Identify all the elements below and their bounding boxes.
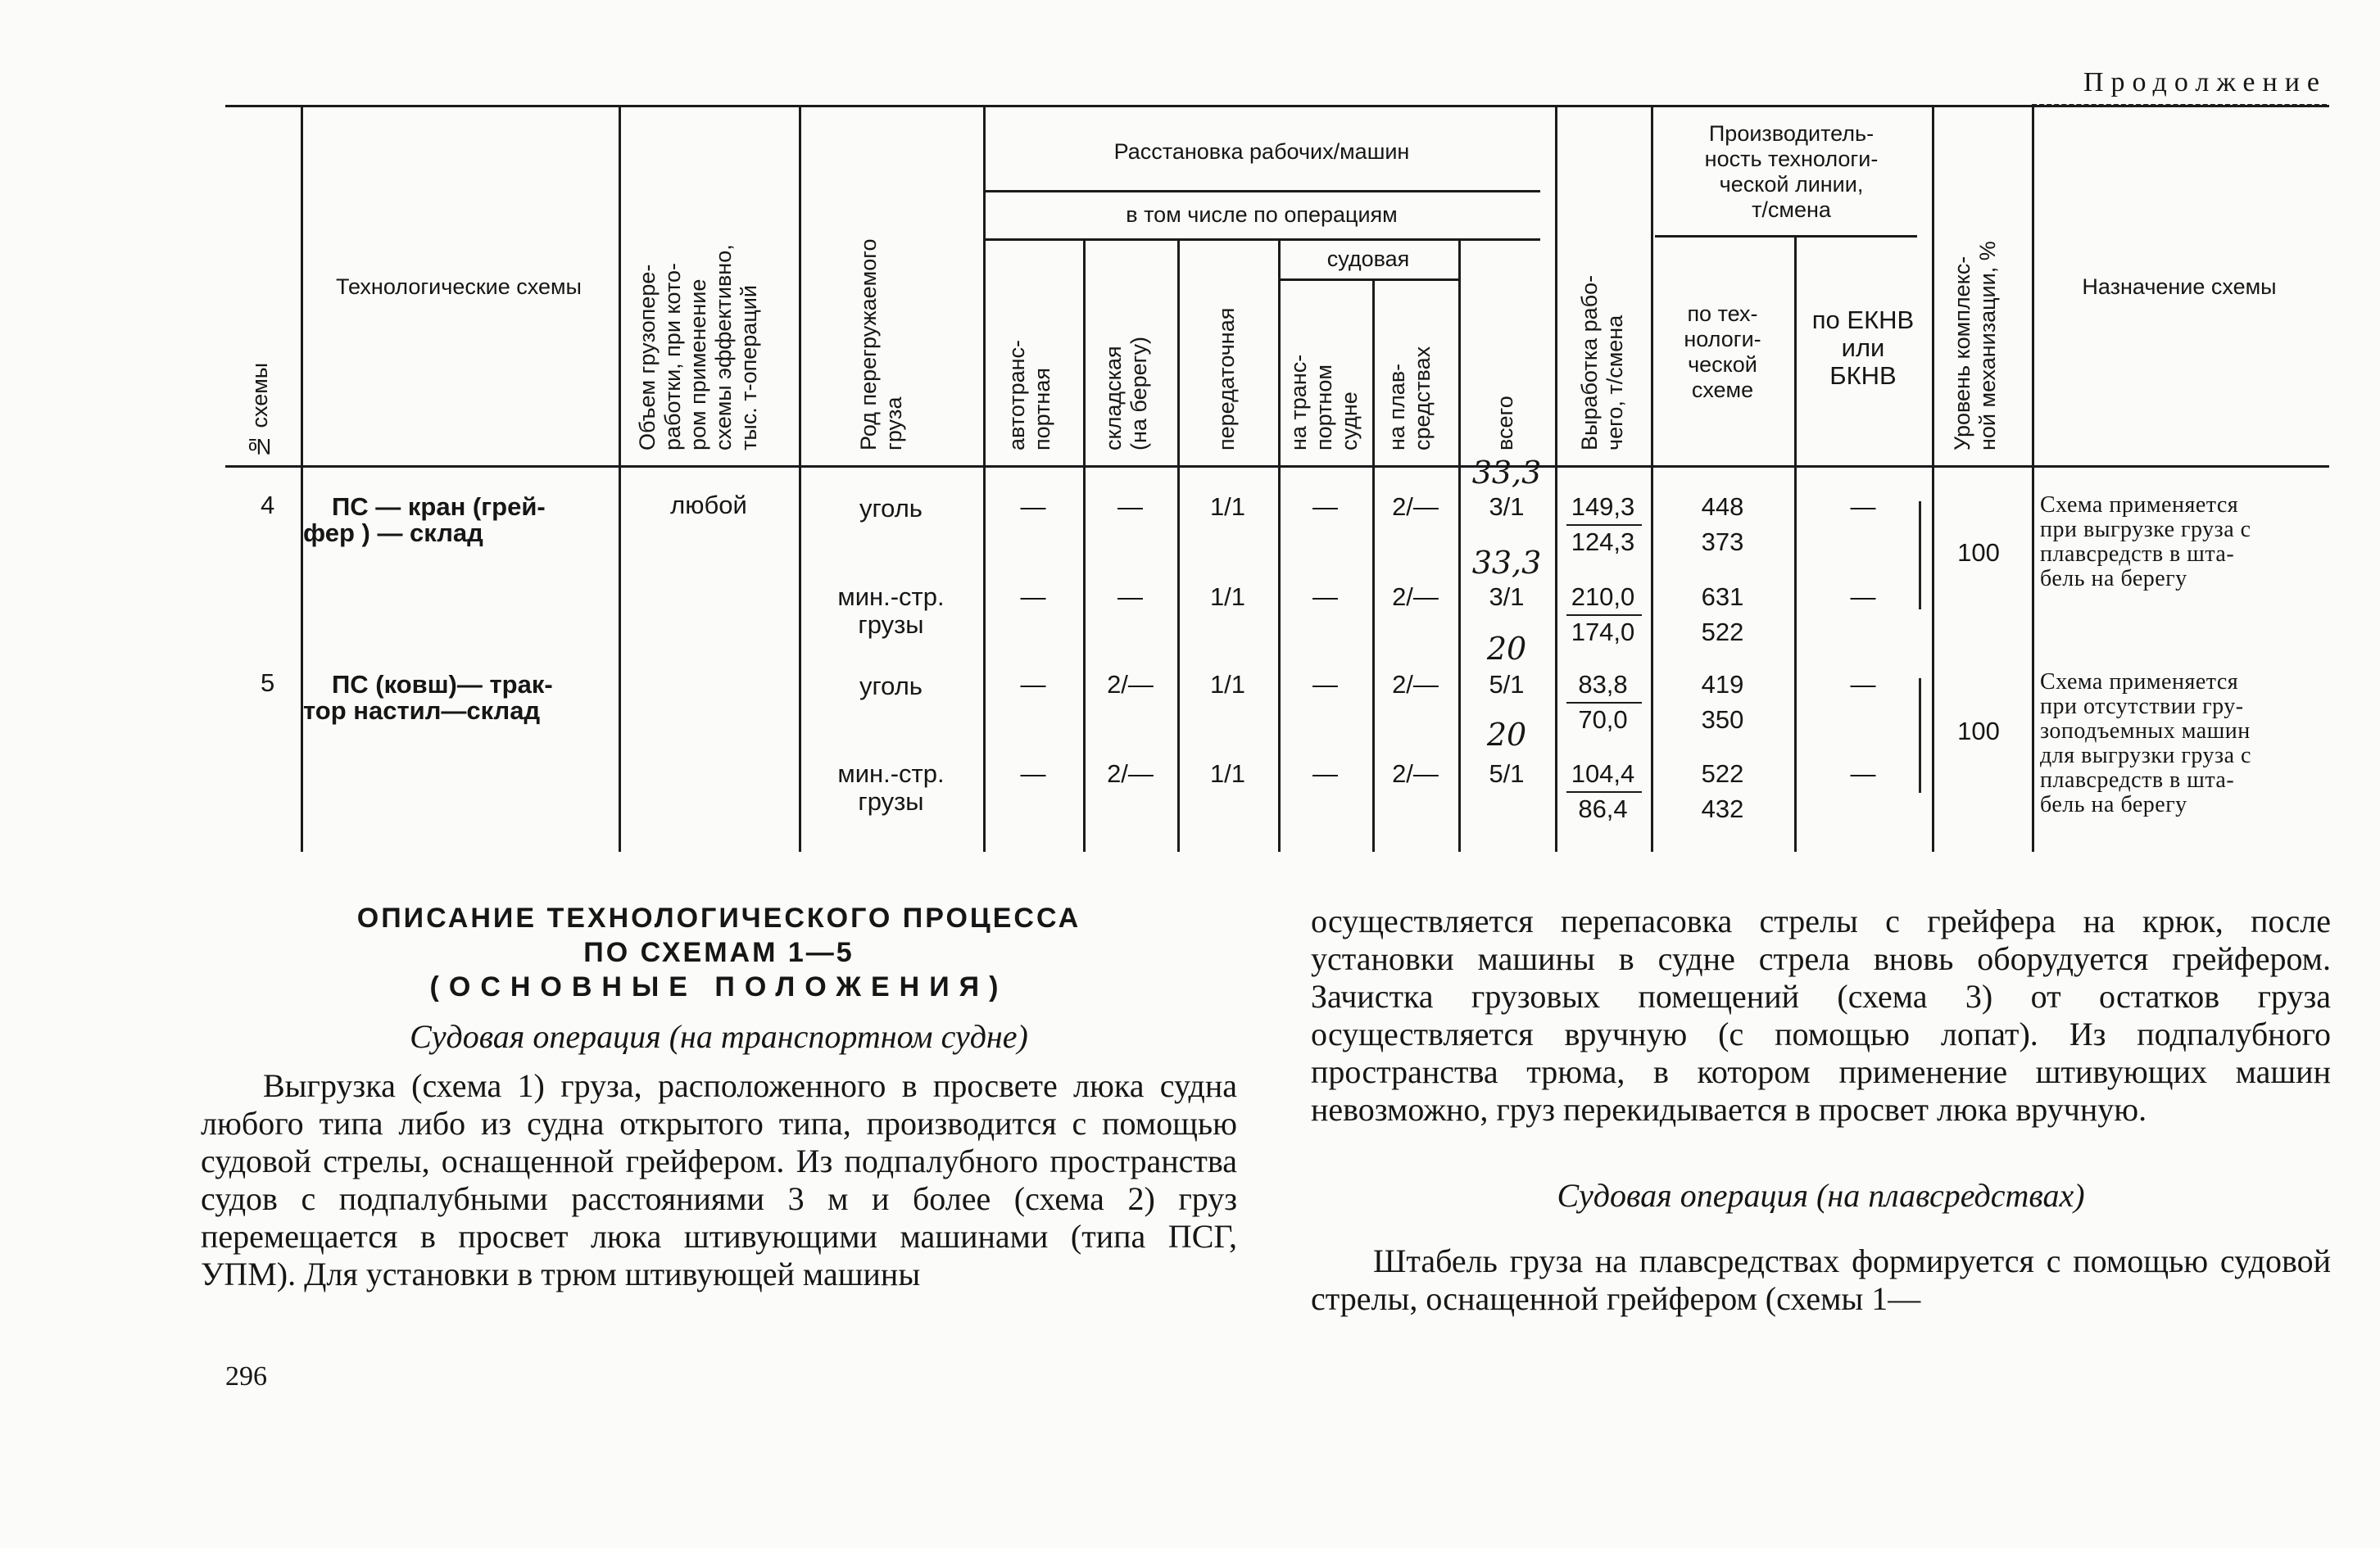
handwritten-note: 20 [1486,717,1527,753]
purpose-text [2040,670,2251,817]
subsection-title: Судовая операция (на транспортном судне) [410,1018,1028,1055]
left-column [201,901,1237,1293]
value-auto: — [1020,582,1046,611]
productivity-sub-rule [1655,235,1917,238]
cargo-kind: уголь [859,672,923,700]
body-paragraph: Штабель груза на плавсредствах формируется с помощью судовой стрелы, оснащенной грейфером (схемы 1— [1311,1242,2331,1317]
value-transfer: 1/1 [1209,582,1246,611]
value-prod-scheme: 373 [1701,527,1744,556]
value-warehouse: 2/— [1107,670,1154,699]
fraction-line [1566,702,1642,704]
value-output: 149,3 [1571,492,1635,521]
value-output: 210,0 [1571,582,1635,611]
value-on-transport: — [1312,492,1338,521]
cargo-kind: мин.-стр. [837,759,945,788]
col-divider [799,105,801,852]
scheme-name-line: тор настил—склад [303,696,541,725]
header-volume: Объем грузопере- работки, при кото- ром применение схемы эффективно, тыс. т-операций [635,244,761,450]
header-by-ekhv: по ЕКНВ или БКНВ [1811,306,1915,390]
value-prod-scheme: 448 [1701,492,1744,521]
value-output: 70,0 [1578,705,1628,734]
header-productivity: Производитель- ность технологи- ческой линии, т/смена [1704,121,1879,222]
value-auto: — [1020,670,1046,699]
section-heading: ПО СХЕМАМ 1—5 [583,937,855,968]
section-heading: ОПИСАНИЕ ТЕХНОЛОГИЧЕСКОГО ПРОЦЕССА [356,903,1081,934]
col-divider [1555,105,1557,852]
header-purpose: Назначение схемы [2082,274,2277,299]
value-output: 86,4 [1578,794,1628,823]
cargo-kind: грузы [858,787,924,816]
header-warehouse: складская (на берегу) [1101,337,1151,450]
mech-level-value: 100 [1957,538,2000,567]
header-total: всего [1493,396,1517,450]
header-by-scheme: по тех- нологи- ческой схеме [1684,301,1761,402]
value-prod-scheme: 350 [1701,705,1744,734]
value-total: 3/1 [1489,492,1525,521]
value-warehouse: — [1117,492,1143,521]
scheme-name-line: ПС — кран (грей- [332,492,546,521]
value-auto: — [1020,759,1046,788]
value-prod-ekhv: — [1850,670,1876,699]
value-prod-scheme: 432 [1701,794,1744,823]
section-heading: (ОСНОВНЫЕ ПОЛОЖЕНИЯ) [429,971,1009,1003]
subsection-title: Судовая операция (на плавсредствах) [1557,1177,2085,1214]
fraction-line [1566,614,1642,616]
body-paragraph: Выгрузка (схема 1) груза, расположенного в просвете люка судна любого типа либо из судна открытого типа, производится с помощью судовой стрелы, оснащенной грейфером. Из подпалубного пространства судов с подпалубными расстояниями 3 м и более (схема 2) груз перемещается в просвет люка штивующими машинами (типа ПСГ, УПМ). Для установки в трюм штивующей машины [201,1067,1237,1292]
value-total: 3/1 [1489,582,1525,611]
value-on-float: 2/— [1392,582,1439,611]
value-transfer: 1/1 [1209,492,1246,521]
value-prod-scheme: 522 [1701,618,1744,646]
value-prod-ekhv: — [1850,492,1876,521]
col-divider [2032,105,2034,852]
purpose-line: при выгрузке груза с [2040,517,2251,542]
purpose-line: плавсредств в шта- [2040,541,2235,567]
header-on-transport: на транс- портном судне [1286,354,1362,450]
purpose-line: бель на берегу [2040,566,2187,591]
value-prod-ekhv: — [1850,582,1876,611]
page-number: 296 [225,1361,267,1392]
value-on-transport: — [1312,759,1338,788]
value-output: 83,8 [1578,670,1628,699]
scheme-name-line: фер ) — склад [303,518,483,547]
row-number: 4 [261,491,275,519]
header-transfer: передаточная [1214,307,1239,450]
header-on-float: на плав- средствах [1385,346,1435,450]
placement-sub-rule [983,190,1540,192]
value-on-transport: — [1312,582,1338,611]
value-output: 124,3 [1571,527,1635,556]
handwritten-note: 20 [1486,631,1527,667]
header-incl-ops: в том числе по операциям [1126,202,1398,227]
handwritten-note: 33,3 [1471,545,1542,581]
cargo-kind: грузы [858,610,924,639]
volume-value: любой [670,491,747,519]
value-warehouse: 2/— [1107,759,1154,788]
value-on-float: 2/— [1392,670,1439,699]
header-placement: Расстановка рабочих/машин [1113,138,1410,164]
body-paragraph: осуществляется перепасовка стрелы с грейфера на крюк, после установки машины в судне стрела вновь оборудуется грейфером. Зачистка грузовых помещений (схема 3) от остатков груза осуществляется вручную (с помощью лопат). Из подпалубного пространства трюма, в котором применение штивующих машин невозможно, груз перекидывается в просвет люка вручную. [1311,903,2331,1128]
mech-level-value: 100 [1957,717,2000,745]
value-output: 174,0 [1571,618,1635,646]
header-bottom-rule [225,465,2329,468]
header-auto: автотранс- портная [1004,339,1054,450]
value-transfer: 1/1 [1209,759,1246,788]
purpose-text [2040,493,2251,591]
table-top-rule [225,105,2329,107]
cargo-kind: уголь [859,494,923,523]
value-transfer: 1/1 [1209,670,1246,699]
purpose-line: плавсредств в шта- [2040,767,2235,793]
purpose-line: зоподъемных машин [2040,718,2251,744]
header-ship-group: судовая [1326,246,1410,271]
value-output: 104,4 [1571,759,1635,788]
header-cargo-kind: Род перегружаемого груза [856,238,906,450]
value-on-transport: — [1312,670,1338,699]
row-number: 5 [261,668,275,697]
continuation-label: Продолжение [2083,67,2327,97]
ops-sub-rule [983,238,1540,241]
value-total: 5/1 [1489,759,1525,788]
header-mech-level: Уровень комплекс- ной механизации, % [1950,241,2000,450]
value-prod-scheme: 419 [1701,670,1744,699]
right-column [1311,903,2331,1318]
header-output: Выработка рабо- чего, т/смена [1577,274,1627,450]
value-on-float: 2/— [1392,492,1439,521]
value-total: 5/1 [1489,670,1525,699]
handwritten-note: 33,3 [1471,455,1542,491]
value-prod-scheme: 522 [1701,759,1744,788]
purpose-line: бель на берегу [2040,792,2187,817]
ship-sub-rule [1278,278,1458,281]
value-warehouse: — [1117,582,1143,611]
fraction-line [1566,524,1642,526]
value-on-float: 2/— [1392,759,1439,788]
value-prod-ekhv: — [1850,759,1876,788]
value-prod-scheme: 631 [1701,582,1744,611]
header-scheme-no: № схемы [247,362,272,459]
col-divider [301,105,303,852]
value-auto: — [1020,492,1046,521]
col-divider [619,105,621,852]
purpose-line: для выгрузки груза с [2040,743,2251,768]
purpose-line: Схема применяется [2040,492,2239,518]
cargo-kind: мин.-стр. [837,582,945,611]
scheme-name-line: ПС (ковш)— трак- [332,670,553,699]
purpose-line: при отсутствии гру- [2040,694,2244,719]
fraction-line [1566,791,1642,793]
header-tech-schemes: Технологические схемы [336,274,582,299]
purpose-line: Схема применяется [2040,669,2239,695]
